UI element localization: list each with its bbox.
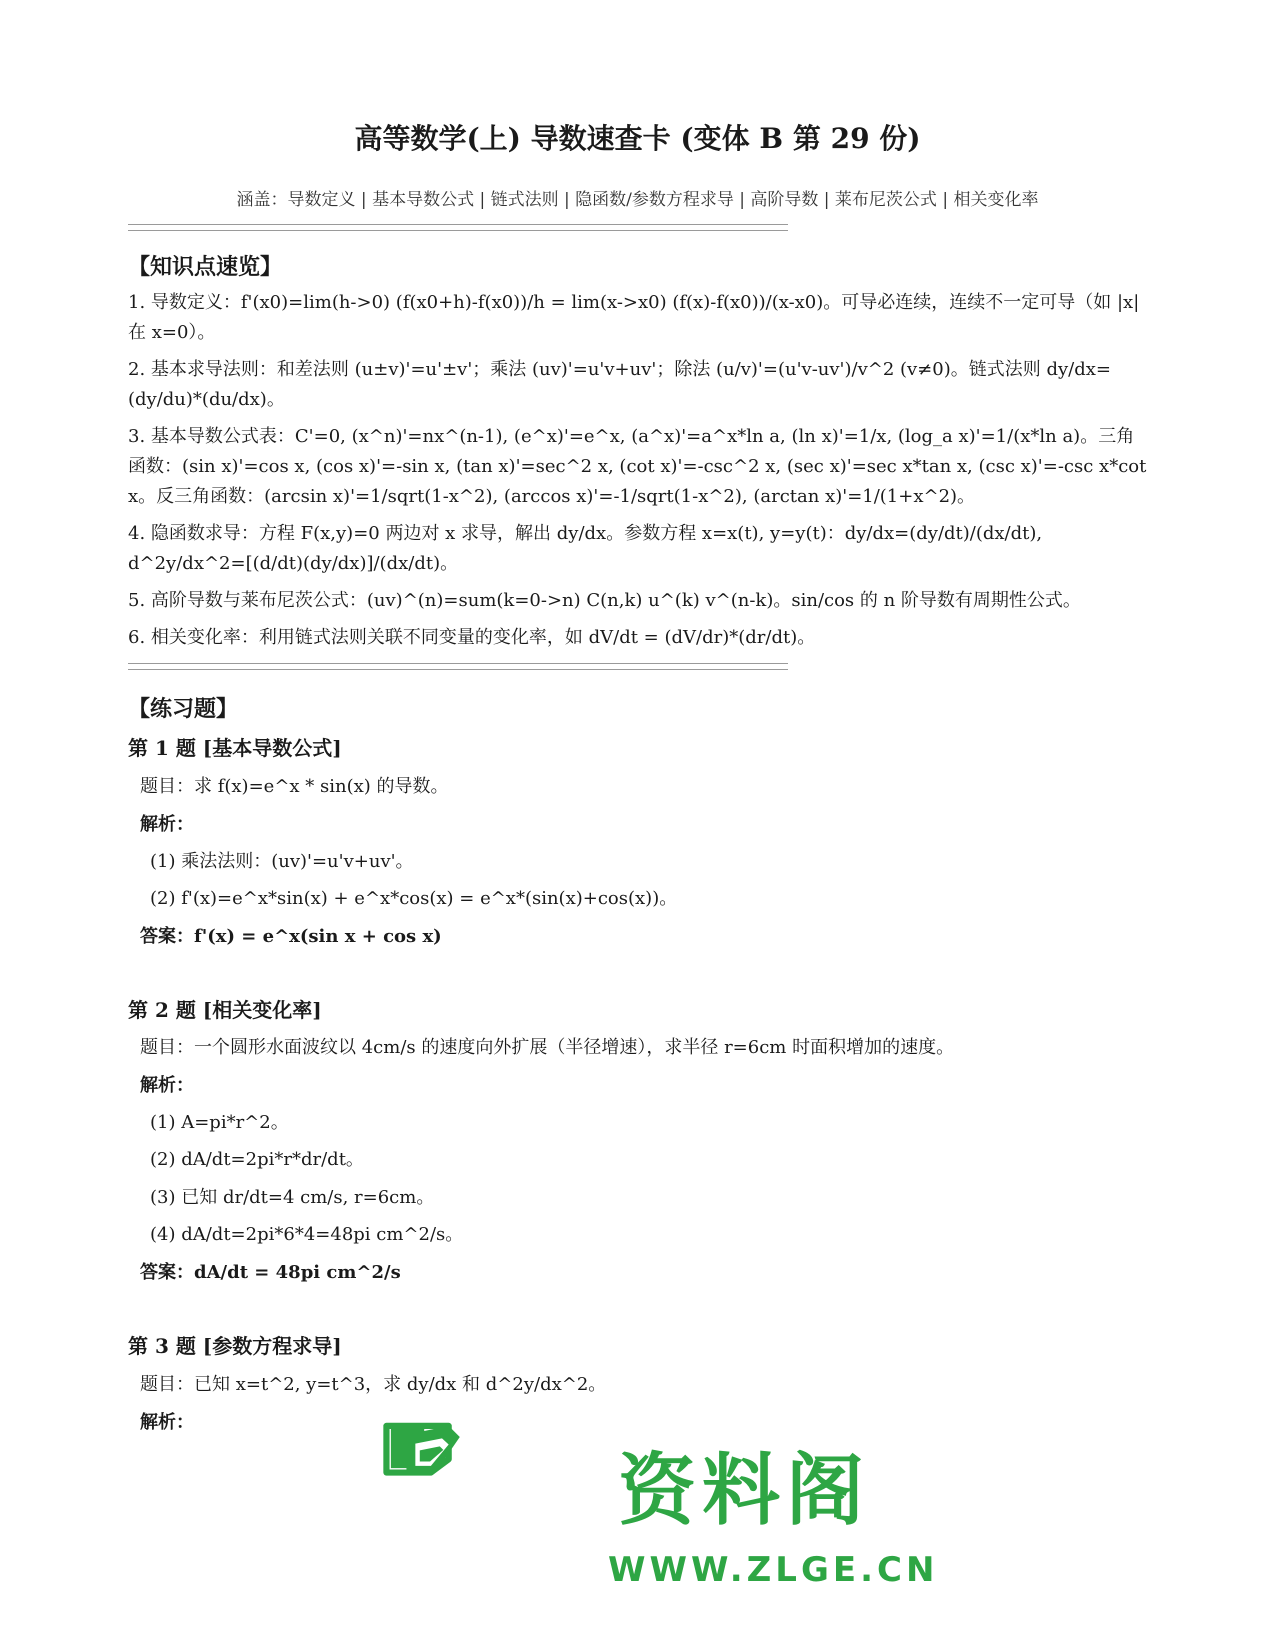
q2-answer: 答案：dA/dt = 48pi cm^2/s [140, 1262, 401, 1283]
q2-step-2: (2) dA/dt=2pi*r*dr/dt。 [150, 1149, 364, 1170]
divider-top [128, 224, 788, 231]
q1-analysis-label: 解析： [140, 814, 194, 835]
q2-question: 题目：一个圆形水面波纹以 4cm/s 的速度向外扩展（半径增速），求半径 r=6cm 时面积增加的速度。 [140, 1037, 955, 1058]
page-subtitle: 涵盖：导数定义 | 基本导数公式 | 链式法则 | 隐函数/参数方程求导 | 高阶导数 | 莱布尼茨公式 | 相关变化率 [236, 190, 1039, 210]
q3-analysis-label: 解析： [140, 1412, 194, 1433]
knowledge-item-1: 1. 导数定义：f'(x0)=lim(h->0) (f(x0+h)-f(x0))/h = lim(x->x0) (f(x)-f(x0))/(x-x0)。可导必连续，连续不一定可导（如 |x|在 x=0）。 [128, 292, 1140, 343]
knowledge-item-4: 4. 隐函数求导：方程 F(x,y)=0 两边对 x 求导，解出 dy/dx。参数方程 x=x(t), y=y(t)：dy/dx=(dy/dt)/(dx/dt), d^2y/dx^2=[(d/dt)(dy/dx)]/(dx/dt)。 [128, 523, 1043, 574]
divider-bottom [128, 663, 788, 670]
knowledge-item-3: 3. 基本导数公式表：C'=0, (x^n)'=nx^(n-1), (e^x)'=e^x, (a^x)'=a^x*ln a, (ln x)'=1/x, (log_a x)'=1/(x*ln a)。三角函数：(sin x)'=cos x, (cos x)'=-sin x, (tan x)'=sec^2 x, (cot x)'=-csc^2 x, (sec x)'=sec x*tan x, (csc x)'=-csc x*cot x。反三角函数：(arcsin x)'=1/sqrt(1-x^2), (arccos x)'=-1/sqrt(1-x^2), (arctan x)'=1/(1+x^2)。 [128, 426, 1147, 507]
knowledge-item-5: 5. 高阶导数与莱布尼茨公式：(uv)^(n)=sum(k=0->n) C(n,k) u^(k) v^(n-k)。sin/cos 的 n 阶导数有周期性公式。 [128, 590, 1081, 611]
book-logo-icon [382, 1392, 582, 1522]
practice-heading: 【练习题】 [128, 696, 239, 722]
q1-answer: 答案：f'(x) = e^x(sin x + cos x) [140, 926, 442, 947]
q1-step-1: (1) 乘法法则：(uv)'=u'v+uv'。 [150, 851, 414, 872]
knowledge-item-2: 2. 基本求导法则：和差法则 (u±v)'=u'±v'；乘法 (uv)'=u'v+uv'；除法 (u/v)'=(u'v-uv')/v^2 (v≠0)。链式法则 dy/dx=(dy/du)*(du/dx)。 [128, 359, 1111, 410]
q2-analysis-label: 解析： [140, 1075, 194, 1096]
q1-title: 第 1 题 [基本导数公式] [128, 736, 342, 760]
q1-question: 题目：求 f(x)=e^x * sin(x) 的导数。 [140, 776, 449, 797]
page-title: 高等数学(上) 导数速查卡 (变体 B 第 29 份) [354, 122, 921, 155]
q3-question: 题目：已知 x=t^2, y=t^3，求 dy/dx 和 d^2y/dx^2。 [140, 1374, 607, 1395]
q2-step-4: (4) dA/dt=2pi*6*4=48pi cm^2/s。 [150, 1224, 464, 1245]
knowledge-heading: 【知识点速览】 [128, 254, 283, 280]
q2-step-3: (3) 已知 dr/dt=4 cm/s, r=6cm。 [150, 1187, 435, 1208]
q1-step-2: (2) f'(x)=e^x*sin(x) + e^x*cos(x) = e^x*(sin(x)+cos(x))。 [150, 888, 678, 909]
watermark-name: 资料阁 [618, 1446, 871, 1536]
q2-step-1: (1) A=pi*r^2。 [150, 1112, 289, 1133]
q3-title: 第 3 题 [参数方程求导] [128, 1334, 342, 1358]
watermark-url: WWW.ZLGE.CN [608, 1550, 939, 1590]
knowledge-item-6: 6. 相关变化率：利用链式法则关联不同变量的变化率，如 dV/dt = (dV/dr)*(dr/dt)。 [128, 627, 816, 648]
q2-title: 第 2 题 [相关变化率] [128, 998, 322, 1022]
